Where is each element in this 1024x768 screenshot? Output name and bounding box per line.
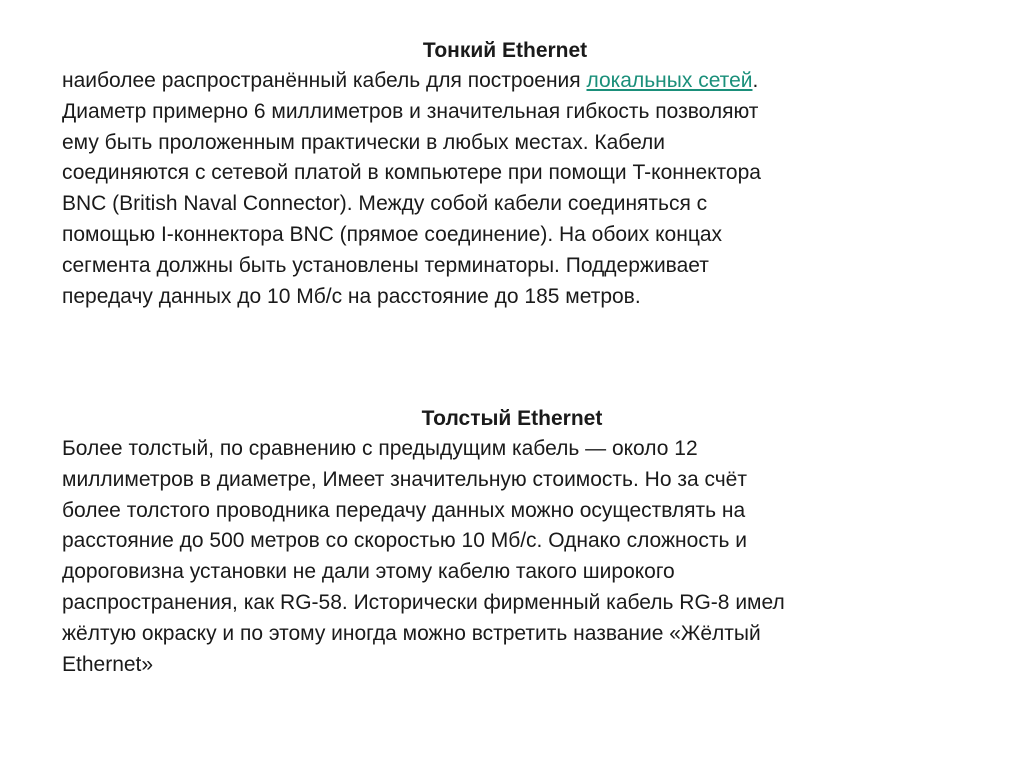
thin-ethernet-section (62, 36, 962, 312)
thin-ethernet-intro: наиболее распространённый кабель для построения (62, 69, 587, 92)
thick-ethernet-title: Толстый Ethernet (421, 407, 603, 430)
local-networks-link[interactable]: локальных сетей (586, 69, 753, 92)
thick-ethernet-section (62, 404, 962, 680)
thin-ethernet-body: Диаметр примерно 6 миллиметров и значительная гибкость позволяют ему быть проложенным практически в любых местах. Кабели соединяются с сетевой платой в компьютере при помощи T-коннектора BNC (British Naval Connector). Между собой кабели соединяться с помощью I-коннектора BNC (прямое соединение). На обоих концах сегмента должны быть установлены терминаторы. Поддерживает передачу данных до 10 Мб/с на расстояние до 185 метров. (62, 99, 761, 308)
thin-ethernet-title: Тонкий Ethernet (422, 39, 588, 62)
thin-ethernet-text (62, 66, 962, 312)
thin-ethernet-intro-end: . (752, 69, 759, 92)
thick-ethernet-body: Более толстый, по сравнению с предыдущим кабель — около 12 миллиметров в диаметре, Имеет значительную стоимость. Но за счёт более толстого проводника передачу данных можно осуществлять на расстояние до 500 метров со скоростью 10 Мб/с. Однако сложность и дороговизна установки не дали этому кабелю такого широкого распространения, как RG-58. Исторически фирменный кабель RG-8 имел жёлтую окраску и по этому иногда можно встретить название «Жёлтый Ethernet» (62, 437, 785, 676)
